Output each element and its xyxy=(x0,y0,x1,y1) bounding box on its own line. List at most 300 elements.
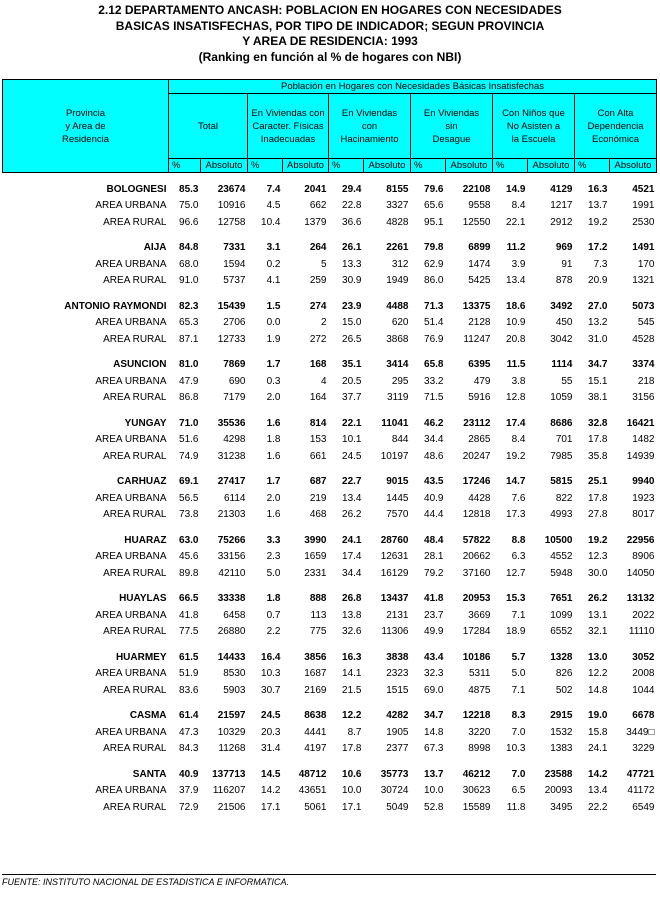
row-label: AREA RURAL xyxy=(103,216,167,228)
abs-cell: 27417 xyxy=(217,476,246,488)
abs-cell: 4528 xyxy=(632,333,655,345)
title-line-3: Y AREA DE RESIDENCIA: 1993 xyxy=(242,34,418,49)
pct-cell: 10.1 xyxy=(342,434,362,446)
abs-cell: 6899 xyxy=(468,242,491,254)
pct-cell: 71.3 xyxy=(424,300,444,312)
pct-header: % xyxy=(493,159,528,173)
area-row xyxy=(3,549,657,566)
pct-cell: 22.8 xyxy=(342,200,362,212)
pct-cell: 14.2 xyxy=(261,785,281,797)
abs-cell: 2008 xyxy=(632,668,655,680)
pct-cell: 13.4 xyxy=(588,785,608,797)
province-row xyxy=(3,357,657,374)
pct-cell: 31.4 xyxy=(261,743,281,755)
abs-cell: 2041 xyxy=(304,183,327,195)
pct-cell: 22.7 xyxy=(342,476,362,488)
pct-cell: 1.7 xyxy=(266,359,281,371)
area-row xyxy=(3,315,657,332)
abs-cell: 14433 xyxy=(217,651,246,663)
abs-cell: 3990 xyxy=(304,534,327,546)
abs-cell: 2323 xyxy=(386,668,409,680)
pct-cell: 63.0 xyxy=(179,534,199,546)
abs-cell: 3868 xyxy=(386,333,409,345)
abs-cell: 690 xyxy=(228,375,246,387)
abs-cell: 12818 xyxy=(462,509,491,521)
pct-cell: 27.8 xyxy=(588,509,608,521)
abs-cell: 3220 xyxy=(468,726,491,738)
abs-cell: 3156 xyxy=(632,392,655,404)
pct-cell: 17.3 xyxy=(506,509,526,521)
pct-cell: 8.3 xyxy=(511,710,526,722)
abs-cell: 11306 xyxy=(381,626,409,638)
abs-cell: 16421 xyxy=(626,417,655,429)
abs-cell: 3042 xyxy=(550,333,573,345)
area-row xyxy=(3,783,657,800)
indicator-header xyxy=(329,94,411,159)
row-label: AREA RURAL xyxy=(103,684,167,696)
pct-cell: 44.4 xyxy=(424,509,444,521)
abs-cell: 8906 xyxy=(632,551,655,563)
abs-cell: 13437 xyxy=(380,593,409,605)
pct-cell: 2.0 xyxy=(266,392,281,404)
pct-cell: 26.2 xyxy=(588,593,608,605)
province-row xyxy=(3,415,657,432)
abs-cell: 22956 xyxy=(626,534,655,546)
pct-cell: 15.3 xyxy=(506,593,526,605)
pct-cell: 15.8 xyxy=(588,726,608,738)
pct-cell: 79.2 xyxy=(424,567,444,579)
abs-cell: 1059 xyxy=(550,392,573,404)
pct-cell: 13.0 xyxy=(588,651,608,663)
abs-cell: 4552 xyxy=(550,551,573,563)
abs-cell: 468 xyxy=(309,509,327,521)
abs-cell: 153 xyxy=(309,434,327,446)
pct-cell: 7.1 xyxy=(511,609,526,621)
abs-cell: 41172 xyxy=(627,785,655,797)
pct-cell: 24.1 xyxy=(342,534,362,546)
abs-cell: 701 xyxy=(555,434,573,446)
pct-cell: 13.2 xyxy=(588,317,608,329)
abs-cell: 219 xyxy=(309,492,327,504)
area-row xyxy=(3,741,657,758)
abs-cell: 11110 xyxy=(628,626,655,638)
pct-cell: 62.9 xyxy=(424,258,444,270)
abs-cell: 3052 xyxy=(632,651,655,663)
pct-cell: 40.9 xyxy=(179,768,199,780)
row-label: AREA RURAL xyxy=(103,626,167,638)
pct-cell: 33.2 xyxy=(424,375,444,387)
row-label: ASUNCION xyxy=(113,359,167,371)
province-row xyxy=(3,591,657,608)
row-header-line-2: y Area de xyxy=(65,120,106,132)
pct-cell: 41.8 xyxy=(179,609,199,621)
abs-cell: 502 xyxy=(555,684,573,696)
abs-cell: 21303 xyxy=(217,509,246,521)
abs-cell: 13375 xyxy=(462,300,491,312)
pct-cell: 6.5 xyxy=(511,785,526,797)
pct-cell: 30.0 xyxy=(588,567,608,579)
pct-cell: 45.6 xyxy=(179,551,199,563)
pct-cell: 13.3 xyxy=(342,258,362,270)
abs-cell: 1532 xyxy=(550,726,573,738)
pct-cell: 1.6 xyxy=(266,509,281,521)
pct-cell: 20.3 xyxy=(261,726,281,738)
indicator-header-line: No Asisten a xyxy=(506,120,561,132)
pct-cell: 13.1 xyxy=(588,609,608,621)
abs-cell: 4129 xyxy=(550,183,573,195)
pct-cell: 43.4 xyxy=(424,651,444,663)
abs-cell: 4197 xyxy=(304,743,327,755)
abs-cell: 1949 xyxy=(386,275,409,287)
pct-cell: 10.0 xyxy=(342,785,362,797)
row-label: AREA RURAL xyxy=(103,509,167,521)
pct-cell: 1.5 xyxy=(266,300,281,312)
pct-cell: 22.2 xyxy=(588,801,608,813)
abs-cell: 1687 xyxy=(304,668,327,680)
abs-cell: 3414 xyxy=(386,359,409,371)
pct-cell: 10.3 xyxy=(506,743,526,755)
abs-cell: 6458 xyxy=(223,609,246,621)
pct-cell: 28.1 xyxy=(424,551,444,563)
pct-cell: 51.9 xyxy=(179,668,199,680)
area-row xyxy=(3,507,657,524)
abs-cell: 844 xyxy=(391,434,409,446)
abs-cell: 2331 xyxy=(304,567,327,579)
pct-cell: 12.2 xyxy=(588,668,608,680)
row-label: AREA URBANA xyxy=(95,200,167,212)
province-row xyxy=(3,708,657,725)
row-label: HUARAZ xyxy=(124,534,167,546)
abs-cell: 113 xyxy=(310,609,327,621)
abs-cell: 12218 xyxy=(462,710,491,722)
row-label: AREA URBANA xyxy=(95,317,167,329)
indicator-header-line: Caracter. Físicas xyxy=(252,120,324,132)
row-label: HUARMEY xyxy=(115,651,167,663)
pct-cell: 77.5 xyxy=(179,626,199,638)
indicator-header-line: Dependencia xyxy=(587,120,644,132)
abs-cell: 43651 xyxy=(298,785,327,797)
pct-cell: 8.4 xyxy=(511,434,526,446)
pct-cell: 0.2 xyxy=(266,258,281,270)
pct-cell: 10.9 xyxy=(506,317,526,329)
abs-cell: 450 xyxy=(555,317,573,329)
row-label: HUAYLAS xyxy=(119,593,167,605)
abs-cell: 10916 xyxy=(217,200,246,212)
province-row xyxy=(3,181,657,198)
row-label: YUNGAY xyxy=(124,417,167,429)
abs-cell: 7179 xyxy=(223,392,246,404)
abs-cell: 479 xyxy=(473,375,491,387)
pct-cell: 22.1 xyxy=(506,216,526,228)
abs-cell: 2 xyxy=(320,317,327,329)
province-row xyxy=(3,766,657,783)
abs-header: Absoluto xyxy=(610,159,657,173)
pct-cell: 26.2 xyxy=(342,509,362,521)
pct-cell: 3.1 xyxy=(266,242,281,254)
abs-cell: 272 xyxy=(309,333,327,345)
abs-cell: 3669 xyxy=(468,609,491,621)
pct-cell: 19.2 xyxy=(588,216,608,228)
abs-cell: 2530 xyxy=(632,216,655,228)
abs-cell: 5073 xyxy=(632,300,655,312)
pct-cell: 56.5 xyxy=(179,492,199,504)
pct-cell: 7.1 xyxy=(511,684,526,696)
abs-header: Absoluto xyxy=(201,159,248,173)
table-bottom-rule xyxy=(2,874,656,875)
abs-cell: 1594 xyxy=(223,258,246,270)
row-label: AREA URBANA xyxy=(95,551,167,563)
abs-cell: 30724 xyxy=(380,785,409,797)
abs-cell: 6549 xyxy=(632,801,655,813)
pct-cell: 81.0 xyxy=(179,359,199,371)
pct-cell: 51.4 xyxy=(424,317,444,329)
abs-cell: 814 xyxy=(309,417,327,429)
row-label: ANTONIO RAYMONDI xyxy=(64,300,167,312)
indicator-header-line: la Escuela xyxy=(511,133,556,145)
pct-cell: 65.6 xyxy=(424,200,444,212)
abs-cell: 2128 xyxy=(468,317,491,329)
abs-header: Absoluto xyxy=(283,159,329,173)
abs-cell: 20093 xyxy=(544,785,573,797)
pct-cell: 30.9 xyxy=(342,275,362,287)
pct-cell: 65.8 xyxy=(424,359,444,371)
pct-cell: 61.5 xyxy=(179,651,199,663)
pct-cell: 84.3 xyxy=(179,743,199,755)
pct-cell: 75.0 xyxy=(179,200,199,212)
abs-cell: 9940 xyxy=(632,476,655,488)
pct-cell: 11.2 xyxy=(506,242,526,254)
title-line-4: (Ranking en función al % de hogares con NBI) xyxy=(198,49,462,64)
row-label: AREA RURAL xyxy=(103,567,167,579)
area-row xyxy=(3,724,657,741)
pct-cell: 86.0 xyxy=(424,275,444,287)
row-label: BOLOGNESI xyxy=(106,183,167,195)
pct-cell: 25.1 xyxy=(588,476,608,488)
pct-cell: 11.8 xyxy=(506,801,526,813)
pct-header: % xyxy=(329,159,364,173)
pct-header: % xyxy=(248,159,283,173)
abs-cell: 6678 xyxy=(632,710,655,722)
pct-cell: 2.2 xyxy=(266,626,281,638)
pct-cell: 24.5 xyxy=(261,710,281,722)
abs-cell: 3449□ xyxy=(626,726,655,738)
abs-cell: 1659 xyxy=(304,551,327,563)
abs-cell: 55 xyxy=(561,375,573,387)
abs-cell: 3838 xyxy=(386,651,409,663)
abs-cell: 295 xyxy=(391,375,409,387)
abs-cell: 3229 xyxy=(632,743,655,755)
abs-cell: 1515 xyxy=(386,684,409,696)
pct-cell: 48.4 xyxy=(424,534,444,546)
title-line-2: BASICAS INSATISFECHAS, POR TIPO DE INDICADOR; SEGUN PROVINCIA xyxy=(115,18,545,33)
pct-cell: 96.6 xyxy=(179,216,199,228)
pct-cell: 22.1 xyxy=(342,417,362,429)
row-label: AREA URBANA xyxy=(95,434,167,446)
abs-cell: 23588 xyxy=(544,768,573,780)
area-row xyxy=(3,799,657,816)
pct-cell: 8.4 xyxy=(511,200,526,212)
row-label: AREA RURAL xyxy=(103,392,167,404)
pct-cell: 86.8 xyxy=(179,392,199,404)
pct-cell: 14.9 xyxy=(506,183,526,195)
pct-cell: 71.0 xyxy=(179,417,199,429)
abs-cell: 35536 xyxy=(217,417,246,429)
pct-cell: 79.6 xyxy=(424,183,444,195)
abs-cell: 661 xyxy=(309,450,327,462)
abs-cell: 1379 xyxy=(304,216,327,228)
abs-cell: 1099 xyxy=(550,609,573,621)
row-label: AREA URBANA xyxy=(95,726,167,738)
area-row xyxy=(3,390,657,407)
abs-cell: 14050 xyxy=(626,567,655,579)
abs-cell: 5948 xyxy=(550,567,573,579)
indicator-header xyxy=(169,94,248,159)
province-row xyxy=(3,298,657,315)
pct-cell: 14.5 xyxy=(261,768,281,780)
pct-cell: 17.4 xyxy=(342,551,362,563)
abs-cell: 4298 xyxy=(223,434,246,446)
row-label: AREA URBANA xyxy=(95,492,167,504)
pct-cell: 14.8 xyxy=(424,726,444,738)
pct-cell: 14.1 xyxy=(342,668,362,680)
abs-cell: 8686 xyxy=(550,417,573,429)
pct-cell: 29.4 xyxy=(342,183,362,195)
row-label: AREA RURAL xyxy=(103,333,167,345)
abs-cell: 775 xyxy=(309,626,327,638)
indicator-header-line: con xyxy=(361,120,378,132)
abs-cell: 116207 xyxy=(212,785,246,797)
pct-cell: 15.1 xyxy=(588,375,608,387)
indicator-header-line: Con Alta xyxy=(597,107,634,119)
pct-cell: 20.9 xyxy=(588,275,608,287)
abs-cell: 259 xyxy=(309,275,327,287)
pct-cell: 5.0 xyxy=(266,567,281,579)
abs-cell: 15589 xyxy=(462,801,491,813)
pct-cell: 61.4 xyxy=(179,710,199,722)
pct-cell: 73.8 xyxy=(179,509,199,521)
pct-cell: 10.0 xyxy=(424,785,444,797)
abs-cell: 11247 xyxy=(463,333,491,345)
pct-cell: 26.8 xyxy=(342,593,362,605)
pct-cell: 87.1 xyxy=(179,333,199,345)
area-row xyxy=(3,607,657,624)
pct-cell: 71.5 xyxy=(424,392,444,404)
pct-cell: 18.9 xyxy=(506,626,526,638)
abs-cell: 5425 xyxy=(468,275,491,287)
pct-cell: 12.2 xyxy=(342,710,362,722)
pct-cell: 18.6 xyxy=(506,300,526,312)
pct-cell: 24.1 xyxy=(588,743,608,755)
indicator-header-line xyxy=(169,107,247,120)
pct-cell: 37.9 xyxy=(179,785,199,797)
abs-cell: 6552 xyxy=(550,626,573,638)
pct-cell: 66.5 xyxy=(179,593,199,605)
pct-cell: 1.6 xyxy=(266,417,281,429)
row-label: AREA URBANA xyxy=(95,609,167,621)
area-row xyxy=(3,373,657,390)
abs-cell: 12758 xyxy=(217,216,246,228)
abs-cell: 1217 xyxy=(550,200,573,212)
pct-cell: 7.0 xyxy=(511,726,526,738)
pct-cell: 69.0 xyxy=(424,684,444,696)
abs-cell: 75266 xyxy=(217,534,246,546)
pct-cell: 10.3 xyxy=(261,668,281,680)
pct-cell: 13.8 xyxy=(342,609,362,621)
pct-cell: 31.0 xyxy=(588,333,608,345)
pct-cell: 4.5 xyxy=(266,200,281,212)
pct-cell: 13.4 xyxy=(506,275,526,287)
abs-cell: 8998 xyxy=(468,743,491,755)
abs-cell: 1905 xyxy=(386,726,409,738)
province-row xyxy=(3,532,657,549)
abs-cell: 33338 xyxy=(217,593,246,605)
abs-cell: 878 xyxy=(555,275,573,287)
abs-cell: 33156 xyxy=(217,551,246,563)
abs-cell: 888 xyxy=(309,593,327,605)
indicator-header xyxy=(493,94,575,159)
abs-cell: 23674 xyxy=(217,183,246,195)
abs-cell: 264 xyxy=(309,242,327,254)
area-row xyxy=(3,624,657,641)
pct-cell: 0.7 xyxy=(266,609,281,621)
pct-cell: 19.0 xyxy=(588,710,608,722)
indicator-header xyxy=(411,94,493,159)
row-label: AREA URBANA xyxy=(95,258,167,270)
pct-cell: 65.3 xyxy=(179,317,199,329)
abs-cell: 5737 xyxy=(223,275,246,287)
pct-cell: 20.5 xyxy=(342,375,362,387)
abs-cell: 2169 xyxy=(304,684,327,696)
pct-cell: 84.8 xyxy=(179,242,199,254)
pct-header: % xyxy=(169,159,201,173)
pct-cell: 46.2 xyxy=(424,417,444,429)
pct-cell: 47.3 xyxy=(179,726,199,738)
pct-cell: 82.3 xyxy=(179,300,199,312)
abs-cell: 1445 xyxy=(386,492,409,504)
nbi-table xyxy=(2,79,657,816)
pct-cell: 12.8 xyxy=(506,392,526,404)
pct-cell: 48.6 xyxy=(424,450,444,462)
abs-cell: 35773 xyxy=(380,768,409,780)
pct-cell: 16.4 xyxy=(261,651,281,663)
abs-cell: 6114 xyxy=(223,492,246,504)
abs-cell: 168 xyxy=(309,359,327,371)
abs-cell: 2706 xyxy=(223,317,246,329)
abs-cell: 1328 xyxy=(550,651,573,663)
row-label: AREA URBANA xyxy=(95,375,167,387)
abs-cell: 6395 xyxy=(468,359,491,371)
area-row xyxy=(3,256,657,273)
pct-cell: 5.7 xyxy=(511,651,526,663)
abs-cell: 164 xyxy=(309,392,327,404)
abs-cell: 3492 xyxy=(550,300,573,312)
title-line-1: 2.12 DEPARTAMENTO ANCASH: POBLACION EN HOGARES CON NECESIDADES xyxy=(98,3,562,17)
area-row xyxy=(3,666,657,683)
pct-cell: 19.2 xyxy=(506,450,526,462)
row-label: AREA RURAL xyxy=(103,275,167,287)
pct-cell: 1.8 xyxy=(266,593,281,605)
pct-cell: 74.9 xyxy=(179,450,199,462)
abs-cell: 822 xyxy=(555,492,573,504)
indicator-header-line: Inadecuadas xyxy=(260,133,316,145)
pct-cell: 52.8 xyxy=(424,801,444,813)
abs-cell: 1474 xyxy=(468,258,491,270)
abs-cell: 17246 xyxy=(462,476,491,488)
abs-cell: 826 xyxy=(555,668,573,680)
area-row xyxy=(3,565,657,582)
abs-cell: 2022 xyxy=(632,609,655,621)
pct-cell: 26.5 xyxy=(342,333,362,345)
